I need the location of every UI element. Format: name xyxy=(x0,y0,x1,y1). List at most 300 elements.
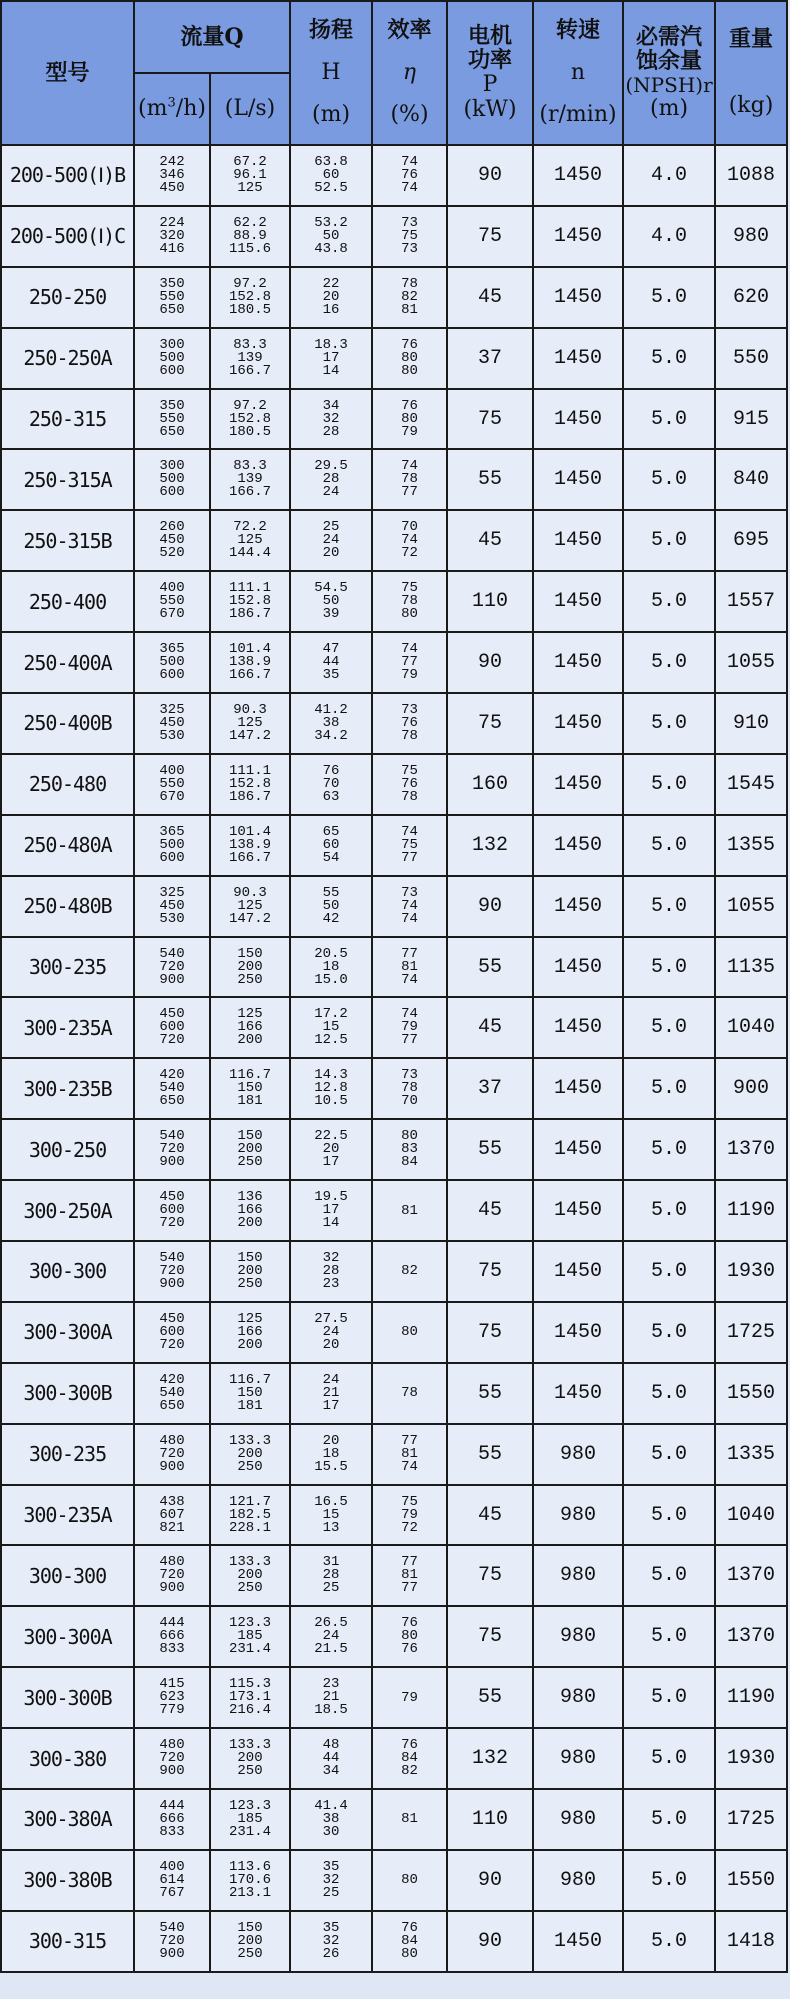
cell-flow-m3h xyxy=(134,693,210,754)
cell-flow-ls-value: 166 xyxy=(237,1019,263,1036)
cell-efficiency xyxy=(372,145,447,206)
cell-weight: 1370 xyxy=(715,1119,787,1180)
cell-flow-ls xyxy=(210,815,290,876)
cell-head xyxy=(290,1241,372,1302)
cell-model: 200-500(Ⅰ)C xyxy=(1,206,134,267)
cell-flow-m3h xyxy=(134,1485,210,1546)
cell-flow-m3h-value: 350 xyxy=(159,397,185,414)
cell-flow-m3h-value: 480 xyxy=(159,1737,185,1754)
cell-model: 250-480 xyxy=(1,754,134,815)
cell-head-value: 41.4 xyxy=(314,1797,348,1814)
cell-power: 132 xyxy=(447,1728,533,1789)
cell-flow-m3h-value: 480 xyxy=(159,1432,185,1449)
cell-flow-ls-value: 152.8 xyxy=(229,775,272,792)
cell-flow-m3h-value: 607 xyxy=(159,1506,185,1523)
cell-npsh: 5.0 xyxy=(623,1485,715,1546)
cell-flow-m3h xyxy=(134,1911,210,1972)
cell-flow-m3h-value: 650 xyxy=(159,301,185,318)
cell-flow-m3h-value: 300 xyxy=(159,458,185,475)
cell-head xyxy=(290,815,372,876)
cell-head xyxy=(290,1911,372,1972)
cell-head xyxy=(290,1606,372,1667)
cell-head xyxy=(290,1302,372,1363)
cell-flow-m3h-value: 623 xyxy=(159,1689,185,1706)
cell-efficiency-value: 77 xyxy=(401,1432,418,1449)
cell-efficiency xyxy=(372,1545,447,1606)
cell-weight: 1040 xyxy=(715,1485,787,1546)
table-row xyxy=(1,1545,787,1606)
cell-efficiency-value: 74 xyxy=(401,641,418,658)
cell-head xyxy=(290,1667,372,1728)
cell-speed: 1450 xyxy=(533,937,623,998)
cell-flow-m3h xyxy=(134,1606,210,1667)
cell-model: 300-235B xyxy=(1,1058,134,1119)
cell-flow-ls-value: 166.7 xyxy=(229,849,272,866)
cell-efficiency xyxy=(372,510,447,571)
cell-flow-ls xyxy=(210,1667,290,1728)
cell-flow-m3h-value: 900 xyxy=(159,1154,185,1171)
cell-speed: 1450 xyxy=(533,389,623,450)
cell-efficiency-value: 78 xyxy=(401,1385,418,1402)
cell-flow-m3h xyxy=(134,1302,210,1363)
cell-flow-m3h-value: 400 xyxy=(159,580,185,597)
cell-flow-ls-value: 180.5 xyxy=(229,301,272,318)
cell-flow-ls-value: 200 xyxy=(237,1445,263,1462)
cell-head-value: 43.8 xyxy=(314,240,348,257)
cell-head-value: 20 xyxy=(322,1336,340,1353)
cell-speed: 980 xyxy=(533,1606,623,1667)
cell-power: 45 xyxy=(447,267,533,328)
header-head: 扬程 H (m) xyxy=(290,1,372,145)
cell-speed: 980 xyxy=(533,1789,623,1850)
cell-flow-ls xyxy=(210,876,290,937)
header-flow: 流量Q xyxy=(134,1,290,73)
cell-head-value: 24 xyxy=(322,1628,340,1645)
cell-flow-m3h-value: 900 xyxy=(159,1275,185,1292)
cell-flow-m3h-value: 600 xyxy=(159,667,185,684)
cell-flow-m3h-value: 550 xyxy=(159,593,185,610)
cell-head-value: 25 xyxy=(322,1884,340,1901)
cell-speed: 980 xyxy=(533,1850,623,1911)
cell-speed: 1450 xyxy=(533,1180,623,1241)
cell-head-value: 15 xyxy=(322,1019,340,1036)
cell-head-value: 15 xyxy=(322,1506,340,1523)
cell-flow-m3h-value: 833 xyxy=(159,1823,185,1840)
cell-head-value: 19.5 xyxy=(314,1189,348,1206)
cell-flow-m3h-value: 600 xyxy=(159,1323,185,1340)
cell-flow-ls xyxy=(210,1850,290,1911)
cell-power: 160 xyxy=(447,754,533,815)
cell-flow-ls-value: 136 xyxy=(237,1189,263,1206)
cell-head-value: 50 xyxy=(322,227,340,244)
cell-head xyxy=(290,267,372,328)
cell-flow-m3h-value: 720 xyxy=(159,1032,185,1049)
cell-flow-m3h-value: 242 xyxy=(159,153,185,170)
cell-weight: 1370 xyxy=(715,1545,787,1606)
cell-speed: 1450 xyxy=(533,1911,623,1972)
cell-model: 300-300 xyxy=(1,1241,134,1302)
cell-efficiency xyxy=(372,1241,447,1302)
cell-model: 250-400B xyxy=(1,693,134,754)
cell-flow-ls-value: 200 xyxy=(237,1750,263,1767)
cell-flow-m3h-value: 650 xyxy=(159,1093,185,1110)
cell-speed: 1450 xyxy=(533,693,623,754)
cell-flow-ls xyxy=(210,1180,290,1241)
cell-head xyxy=(290,1850,372,1911)
cell-head-value: 10.5 xyxy=(314,1093,348,1110)
cell-head-value: 23 xyxy=(322,1275,340,1292)
cell-npsh: 5.0 xyxy=(623,876,715,937)
cell-flow-m3h xyxy=(134,571,210,632)
cell-efficiency-value: 84 xyxy=(401,1154,418,1171)
cell-head xyxy=(290,997,372,1058)
cell-flow-ls-value: 90.3 xyxy=(233,701,267,718)
cell-flow-ls-value: 125 xyxy=(237,532,263,549)
cell-efficiency-value: 81 xyxy=(401,301,418,318)
cell-flow-m3h-value: 550 xyxy=(159,288,185,305)
cell-head xyxy=(290,449,372,510)
cell-efficiency-value: 81 xyxy=(401,1202,418,1219)
cell-speed: 1450 xyxy=(533,267,623,328)
cell-flow-m3h-value: 720 xyxy=(159,1567,185,1584)
cell-flow-m3h-value: 600 xyxy=(159,1019,185,1036)
cell-flow-m3h-value: 900 xyxy=(159,1945,185,1962)
cell-flow-ls xyxy=(210,145,290,206)
cell-npsh: 5.0 xyxy=(623,693,715,754)
cell-efficiency-value: 74 xyxy=(401,458,418,475)
cell-flow-m3h xyxy=(134,1241,210,1302)
cell-power: 45 xyxy=(447,1485,533,1546)
table-body xyxy=(1,145,787,1972)
cell-efficiency xyxy=(372,206,447,267)
cell-speed: 1450 xyxy=(533,206,623,267)
table-row xyxy=(1,1302,787,1363)
cell-flow-m3h-value: 420 xyxy=(159,1371,185,1388)
cell-efficiency-value: 73 xyxy=(401,884,418,901)
cell-efficiency-value: 78 xyxy=(401,727,418,744)
cell-efficiency-value: 79 xyxy=(401,667,418,684)
cell-flow-ls xyxy=(210,632,290,693)
cell-weight: 1557 xyxy=(715,571,787,632)
cell-head xyxy=(290,1119,372,1180)
cell-weight: 1930 xyxy=(715,1241,787,1302)
cell-flow-m3h xyxy=(134,1058,210,1119)
cell-efficiency-value: 74 xyxy=(401,823,418,840)
cell-head-value: 17.2 xyxy=(314,1006,348,1023)
cell-efficiency-value: 76 xyxy=(401,1919,418,1936)
cell-flow-m3h-value: 550 xyxy=(159,775,185,792)
cell-flow-m3h-value: 900 xyxy=(159,1580,185,1597)
cell-head-value: 52.5 xyxy=(314,179,348,196)
cell-efficiency-value: 77 xyxy=(401,1032,418,1049)
cell-flow-ls-value: 200 xyxy=(237,1262,263,1279)
cell-flow-ls-value: 133.3 xyxy=(229,1737,272,1754)
cell-model: 300-300B xyxy=(1,1363,134,1424)
cell-flow-ls-value: 121.7 xyxy=(229,1493,272,1510)
cell-npsh: 5.0 xyxy=(623,1058,715,1119)
cell-flow-ls-value: 150 xyxy=(237,1080,263,1097)
cell-flow-ls-value: 116.7 xyxy=(229,1371,272,1388)
cell-flow-m3h-value: 300 xyxy=(159,336,185,353)
table-row xyxy=(1,1667,787,1728)
cell-head xyxy=(290,571,372,632)
table-row xyxy=(1,1728,787,1789)
cell-model: 300-250 xyxy=(1,1119,134,1180)
cell-flow-m3h xyxy=(134,1119,210,1180)
cell-flow-ls-value: 182.5 xyxy=(229,1506,272,1523)
cell-weight: 1725 xyxy=(715,1789,787,1850)
cell-flow-m3h-value: 530 xyxy=(159,910,185,927)
header-power: 电机 功率 P (kW) xyxy=(447,1,533,145)
cell-head-value: 70 xyxy=(322,775,340,792)
cell-efficiency-value: 74 xyxy=(401,971,418,988)
cell-efficiency-value: 84 xyxy=(401,1750,418,1767)
table-row xyxy=(1,1606,787,1667)
cell-flow-ls-value: 152.8 xyxy=(229,288,272,305)
cell-efficiency-value: 76 xyxy=(401,166,418,183)
cell-flow-m3h-value: 600 xyxy=(159,1202,185,1219)
cell-efficiency-value: 72 xyxy=(401,545,418,562)
cell-head-value: 63 xyxy=(322,788,340,805)
cell-flow-m3h-value: 450 xyxy=(159,179,185,196)
cell-head xyxy=(290,328,372,389)
cell-flow-ls xyxy=(210,449,290,510)
cell-flow-m3h-value: 650 xyxy=(159,423,185,440)
cell-flow-m3h-value: 365 xyxy=(159,641,185,658)
header-flow-m3h: $(m^3/h)$ xyxy=(134,73,210,145)
cell-flow-ls-value: 133.3 xyxy=(229,1554,272,1571)
cell-power: 45 xyxy=(447,997,533,1058)
cell-efficiency-value: 80 xyxy=(401,1945,418,1962)
cell-head-value: 55 xyxy=(322,884,340,901)
cell-efficiency-value: 70 xyxy=(401,1093,418,1110)
cell-head xyxy=(290,510,372,571)
cell-head-value: 32 xyxy=(322,1871,340,1888)
cell-efficiency xyxy=(372,937,447,998)
table-row xyxy=(1,876,787,937)
cell-head-value: 28 xyxy=(322,423,340,440)
cell-efficiency-value: 74 xyxy=(401,910,418,927)
cell-head-value: 60 xyxy=(322,166,340,183)
cell-model: 300-300 xyxy=(1,1545,134,1606)
cell-efficiency xyxy=(372,876,447,937)
cell-efficiency xyxy=(372,1728,447,1789)
cell-efficiency xyxy=(372,449,447,510)
cell-flow-m3h-value: 720 xyxy=(159,1750,185,1767)
cell-head-value: 15.5 xyxy=(314,1458,348,1475)
cell-flow-m3h-value: 450 xyxy=(159,714,185,731)
cell-efficiency-value: 80 xyxy=(401,410,418,427)
cell-flow-m3h-value: 720 xyxy=(159,1932,185,1949)
cell-efficiency-value: 76 xyxy=(401,1641,418,1658)
cell-power: 75 xyxy=(447,1241,533,1302)
cell-flow-m3h xyxy=(134,1850,210,1911)
cell-flow-ls-value: 231.4 xyxy=(229,1823,272,1840)
cell-weight: 1335 xyxy=(715,1424,787,1485)
cell-head-value: 25 xyxy=(322,519,340,536)
cell-head-value: 32 xyxy=(322,410,340,427)
cell-power: 55 xyxy=(447,1667,533,1728)
cell-flow-ls-value: 166.7 xyxy=(229,667,272,684)
cell-efficiency xyxy=(372,1302,447,1363)
cell-efficiency-value: 79 xyxy=(401,423,418,440)
cell-head-value: 12.8 xyxy=(314,1080,348,1097)
cell-efficiency-value: 76 xyxy=(401,397,418,414)
cell-flow-ls xyxy=(210,1058,290,1119)
cell-npsh: 5.0 xyxy=(623,815,715,876)
cell-flow-ls-value: 138.9 xyxy=(229,836,272,853)
cell-head xyxy=(290,937,372,998)
cell-head xyxy=(290,1424,372,1485)
cell-npsh: 5.0 xyxy=(623,1180,715,1241)
cell-flow-ls xyxy=(210,1363,290,1424)
cell-speed: 1450 xyxy=(533,449,623,510)
cell-efficiency-value: 81 xyxy=(401,958,418,975)
cell-flow-ls-value: 138.9 xyxy=(229,654,272,671)
cell-weight: 900 xyxy=(715,1058,787,1119)
cell-flow-ls-value: 123.3 xyxy=(229,1615,272,1632)
cell-flow-ls-value: 200 xyxy=(237,1567,263,1584)
cell-flow-ls-value: 250 xyxy=(237,971,263,988)
cell-flow-ls-value: 111.1 xyxy=(229,580,272,597)
cell-flow-m3h xyxy=(134,1363,210,1424)
cell-flow-ls-value: 200 xyxy=(237,1141,263,1158)
cell-flow-ls xyxy=(210,1302,290,1363)
cell-power: 75 xyxy=(447,1606,533,1667)
cell-efficiency xyxy=(372,328,447,389)
cell-flow-ls-value: 185 xyxy=(237,1628,263,1645)
cell-efficiency xyxy=(372,1789,447,1850)
cell-weight: 1055 xyxy=(715,632,787,693)
cell-head-value: 14.3 xyxy=(314,1067,348,1084)
cell-flow-ls-value: 115.6 xyxy=(229,240,272,257)
cell-efficiency-value: 78 xyxy=(401,593,418,610)
cell-model: 250-315 xyxy=(1,389,134,450)
cell-flow-ls xyxy=(210,693,290,754)
cell-model: 300-235 xyxy=(1,1424,134,1485)
cell-power: 132 xyxy=(447,815,533,876)
cell-efficiency-value: 80 xyxy=(401,349,418,366)
cell-flow-ls xyxy=(210,206,290,267)
cell-flow-ls xyxy=(210,1606,290,1667)
cell-power: 37 xyxy=(447,328,533,389)
cell-head-value: 21 xyxy=(322,1384,340,1401)
cell-npsh: 5.0 xyxy=(623,1363,715,1424)
cell-flow-m3h-value: 416 xyxy=(159,240,185,257)
cell-head-value: 14 xyxy=(322,362,340,379)
cell-efficiency-value: 78 xyxy=(401,1080,418,1097)
cell-flow-m3h-value: 500 xyxy=(159,471,185,488)
cell-head-value: 63.8 xyxy=(314,153,348,170)
cell-power: 55 xyxy=(447,937,533,998)
cell-flow-m3h-value: 720 xyxy=(159,1336,185,1353)
cell-flow-m3h xyxy=(134,997,210,1058)
cell-efficiency-value: 74 xyxy=(401,1458,418,1475)
cell-power: 90 xyxy=(447,632,533,693)
cell-flow-ls-value: 115.3 xyxy=(229,1676,272,1693)
cell-flow-m3h-value: 450 xyxy=(159,1189,185,1206)
cell-speed: 1450 xyxy=(533,815,623,876)
cell-efficiency xyxy=(372,1911,447,1972)
cell-flow-m3h xyxy=(134,389,210,450)
header-flow-ls: (L/s) xyxy=(210,73,290,145)
cell-model: 300-315 xyxy=(1,1911,134,1972)
cell-flow-ls-value: 250 xyxy=(237,1763,263,1780)
cell-power: 75 xyxy=(447,1302,533,1363)
cell-head-value: 13 xyxy=(322,1519,340,1536)
cell-flow-m3h xyxy=(134,815,210,876)
header-npsh: 必需汽 蚀余量 (NPSH)r (m) xyxy=(623,1,715,145)
cell-efficiency-value: 81 xyxy=(401,1567,418,1584)
cell-flow-ls-value: 228.1 xyxy=(229,1519,272,1536)
cell-head-value: 16 xyxy=(322,301,340,318)
cell-power: 75 xyxy=(447,693,533,754)
cell-model: 200-500(Ⅰ)B xyxy=(1,145,134,206)
cell-head-value: 26 xyxy=(322,1945,340,1962)
cell-flow-ls-value: 231.4 xyxy=(229,1641,272,1658)
cell-power: 90 xyxy=(447,145,533,206)
cell-power: 55 xyxy=(447,449,533,510)
cell-weight: 1930 xyxy=(715,1728,787,1789)
cell-head-value: 26.5 xyxy=(314,1615,348,1632)
cell-flow-ls-value: 166.7 xyxy=(229,484,272,501)
cell-flow-ls-value: 185 xyxy=(237,1810,263,1827)
cell-efficiency xyxy=(372,754,447,815)
cell-efficiency-value: 75 xyxy=(401,580,418,597)
cell-head-value: 22 xyxy=(322,275,340,292)
table-row xyxy=(1,997,787,1058)
cell-head-value: 23 xyxy=(322,1676,340,1693)
cell-efficiency-value: 76 xyxy=(401,336,418,353)
cell-speed: 1450 xyxy=(533,571,623,632)
cell-flow-m3h-value: 450 xyxy=(159,897,185,914)
cell-flow-m3h-value: 540 xyxy=(159,1080,185,1097)
cell-flow-m3h-value: 325 xyxy=(159,701,185,718)
table-row xyxy=(1,1241,787,1302)
cell-power: 90 xyxy=(447,1850,533,1911)
table-row xyxy=(1,632,787,693)
cell-weight: 840 xyxy=(715,449,787,510)
cell-flow-ls-value: 170.6 xyxy=(229,1871,272,1888)
cell-flow-ls-value: 113.6 xyxy=(229,1858,272,1875)
cell-flow-ls-value: 125 xyxy=(237,1310,263,1327)
cell-weight: 1190 xyxy=(715,1180,787,1241)
cell-npsh: 5.0 xyxy=(623,1911,715,1972)
table-row xyxy=(1,1363,787,1424)
cell-flow-ls-value: 181 xyxy=(237,1397,263,1414)
cell-head-value: 21.5 xyxy=(314,1641,348,1658)
cell-flow-m3h-value: 670 xyxy=(159,788,185,805)
cell-efficiency-value: 75 xyxy=(401,1493,418,1510)
cell-head-value: 24 xyxy=(322,532,340,549)
cell-head-value: 48 xyxy=(322,1737,340,1754)
cell-flow-m3h-value: 224 xyxy=(159,214,185,231)
cell-efficiency-value: 75 xyxy=(401,836,418,853)
cell-head-value: 12.5 xyxy=(314,1032,348,1049)
cell-flow-m3h-value: 779 xyxy=(159,1702,185,1719)
cell-flow-m3h-value: 650 xyxy=(159,1397,185,1414)
cell-flow-ls xyxy=(210,510,290,571)
header-speed: 转速 n (r/min) xyxy=(533,1,623,145)
cell-flow-m3h-value: 415 xyxy=(159,1676,185,1693)
cell-flow-ls-value: 181 xyxy=(237,1093,263,1110)
cell-efficiency xyxy=(372,1667,447,1728)
cell-npsh: 5.0 xyxy=(623,997,715,1058)
cell-efficiency xyxy=(372,1424,447,1485)
cell-flow-m3h-value: 450 xyxy=(159,1310,185,1327)
cell-flow-ls-value: 180.5 xyxy=(229,423,272,440)
cell-head-value: 20 xyxy=(322,288,340,305)
